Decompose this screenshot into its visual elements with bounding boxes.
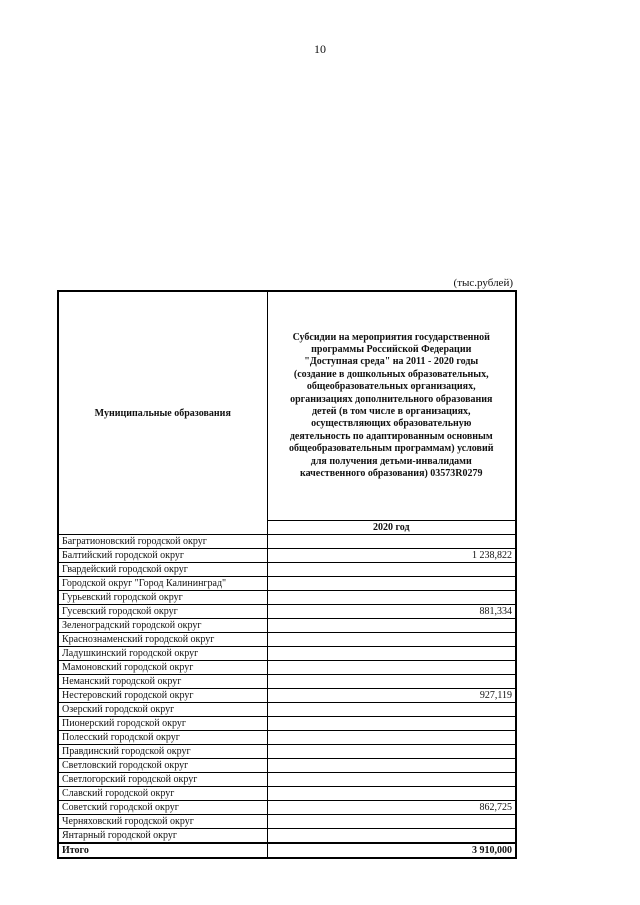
table-row (58, 619, 516, 633)
table-header-row (58, 291, 516, 521)
municipality-name: Балтийский городской округ (58, 549, 267, 563)
table-row (58, 633, 516, 647)
municipality-name: Гусевский городской округ (58, 605, 267, 619)
table-row (58, 801, 516, 815)
municipality-name: Нестеровский городской округ (58, 689, 267, 703)
total-label: Итого (58, 843, 267, 858)
subsidy-value (267, 787, 516, 801)
table-row (58, 591, 516, 605)
municipality-name: Славский городской округ (58, 787, 267, 801)
subsidy-value (267, 647, 516, 661)
table-row (58, 535, 516, 549)
page-number: 10 (314, 42, 326, 56)
municipality-name: Ладушкинский городской округ (58, 647, 267, 661)
table-row (58, 675, 516, 689)
subsidy-value (267, 773, 516, 787)
municipality-name: Правдинский городской округ (58, 745, 267, 759)
table-row (58, 605, 516, 619)
table-row (58, 689, 516, 703)
table-row (58, 703, 516, 717)
municipality-name: Янтарный городской округ (58, 829, 267, 844)
table-row (58, 759, 516, 773)
subsidy-value (267, 577, 516, 591)
subsidy-value (267, 759, 516, 773)
table-row (58, 829, 516, 844)
municipality-name: Гвардейский городской округ (58, 563, 267, 577)
subsidy-table (57, 290, 517, 859)
municipality-name: Гурьевский городской округ (58, 591, 267, 605)
municipality-name: Багратионовский городской округ (58, 535, 267, 549)
subsidy-value: 927,119 (267, 689, 516, 703)
table-row (58, 661, 516, 675)
table-row (58, 647, 516, 661)
municipality-name: Озерский городской округ (58, 703, 267, 717)
subsidy-value (267, 591, 516, 605)
subsidy-value: 1 238,822 (267, 549, 516, 563)
table-row (58, 577, 516, 591)
table-row (58, 717, 516, 731)
subsidy-value (267, 535, 516, 549)
total-value: 3 910,000 (267, 843, 516, 858)
subsidy-value (267, 563, 516, 577)
municipality-name: Светловский городской округ (58, 759, 267, 773)
subsidy-value (267, 731, 516, 745)
table-row (58, 745, 516, 759)
header-subsidy-description: Субсидии на мероприятия государственной программы Российской Федерации "Доступная среда" на 2011 - 2020 годы (создание в дошкольных образовательных, общеобразовательных организациях, организациях дополнительного образования детей (в том числе в организациях, осуществляющих образовательную деятельность по адаптированным основным общеобразовательным программам) условий для получения детьми-инвалидами качественного образования) 03573R0279 (267, 291, 516, 521)
subsidy-value (267, 745, 516, 759)
subsidy-value: 881,334 (267, 605, 516, 619)
municipality-name: Полесский городской округ (58, 731, 267, 745)
subsidy-value: 862,725 (267, 801, 516, 815)
municipality-name: Черняховский городской округ (58, 815, 267, 829)
municipality-name: Светлогорский городской округ (58, 773, 267, 787)
header-year: 2020 год (267, 521, 516, 535)
municipality-name: Городской округ "Город Калининград" (58, 577, 267, 591)
table-row (58, 773, 516, 787)
subsidy-value (267, 815, 516, 829)
municipality-name: Зеленоградский городской округ (58, 619, 267, 633)
header-municipality: Муниципальные образования (58, 291, 267, 535)
subsidy-value (267, 675, 516, 689)
municipality-name: Краснознаменский городской округ (58, 633, 267, 647)
municipality-name: Мамоновский городской округ (58, 661, 267, 675)
subsidy-value (267, 829, 516, 844)
subsidy-value (267, 619, 516, 633)
total-row (58, 843, 516, 858)
subsidy-value (267, 703, 516, 717)
subsidy-value (267, 717, 516, 731)
subsidy-value (267, 661, 516, 675)
table-row (58, 563, 516, 577)
municipality-name: Советский городской округ (58, 801, 267, 815)
units-label: (тыс.рублей) (453, 277, 513, 289)
subsidy-value (267, 633, 516, 647)
table-row (58, 731, 516, 745)
table-row (58, 787, 516, 801)
municipality-name: Пионерский городской округ (58, 717, 267, 731)
table-row (58, 549, 516, 563)
table-row (58, 815, 516, 829)
municipality-name: Неманский городской округ (58, 675, 267, 689)
